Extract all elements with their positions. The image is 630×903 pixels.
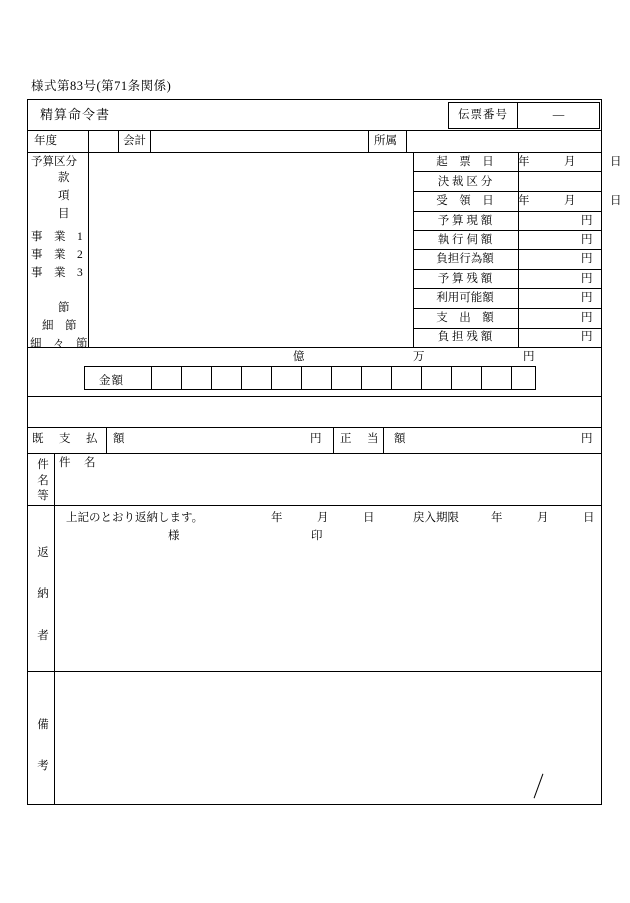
divider xyxy=(28,427,601,428)
divider xyxy=(413,308,601,309)
right-row-unit-5: 円 xyxy=(581,253,593,265)
main-frame xyxy=(27,99,622,805)
divider xyxy=(413,328,601,329)
seitou-unit: 円 xyxy=(581,433,593,445)
unit-en: 円 xyxy=(523,351,535,363)
right-row-label-5: 負担行為額 xyxy=(436,253,494,265)
henno-kigen-date: 年 月 日 xyxy=(491,512,595,524)
denpyo-label: 伝票番号 xyxy=(458,109,508,121)
unit-oku: 億 xyxy=(293,351,305,363)
divider xyxy=(28,347,601,348)
budget-header: 予算区分 xyxy=(31,156,77,168)
right-row-label-4: 執 行 伺 額 xyxy=(437,234,493,246)
kishiharai-label: 既 支 払 額 xyxy=(32,433,127,445)
henno-sama: 様 xyxy=(168,530,180,542)
henno-side-label: 返納者 xyxy=(37,547,49,642)
henno-date: 年 月 日 xyxy=(271,512,375,524)
divider xyxy=(361,367,362,389)
divider xyxy=(28,453,601,454)
kenmei-label: 件 名 xyxy=(59,457,97,469)
divider xyxy=(54,505,55,671)
kingaku-grid xyxy=(84,366,536,390)
henno-kigen-label: 戻入期限 xyxy=(413,512,459,524)
bikou-side-label: 備考 xyxy=(37,719,49,773)
budget-ko: 項 xyxy=(58,190,70,202)
document-title: 精算命令書 xyxy=(40,107,111,122)
right-row-label-2: 受 領 日 xyxy=(436,195,494,207)
budget-saisaisetsu: 細 々 節 xyxy=(30,338,88,350)
right-row-label-3: 予 算 現 額 xyxy=(437,215,493,227)
right-row-unit-3: 円 xyxy=(581,215,593,227)
henno-text: 上記のとおり返納します。 xyxy=(66,512,204,524)
divider xyxy=(150,130,151,152)
divider xyxy=(118,130,119,152)
divider xyxy=(333,427,334,453)
right-row-value-0: 年 月 日 xyxy=(518,156,622,168)
divider xyxy=(88,130,89,152)
right-row-label-6: 予 算 残 額 xyxy=(437,273,493,285)
decorative-slash xyxy=(534,774,544,799)
kenmei-side-label: 件名等 xyxy=(37,459,49,503)
right-row-label-1: 決 裁 区 分 xyxy=(437,176,493,188)
divider xyxy=(421,367,422,389)
divider xyxy=(271,367,272,389)
kaikei-label: 会計 xyxy=(123,135,146,147)
divider xyxy=(406,130,407,152)
budget-saisetsu: 細 節 xyxy=(42,320,77,332)
divider xyxy=(301,367,302,389)
divider xyxy=(54,453,55,505)
divider xyxy=(181,367,182,389)
right-row-unit-8: 円 xyxy=(581,312,593,324)
right-row-unit-4: 円 xyxy=(581,234,593,246)
divider xyxy=(151,367,152,389)
divider xyxy=(28,505,601,506)
right-row-label-0: 起 票 日 xyxy=(436,156,494,168)
right-row-value-2: 年 月 日 xyxy=(518,195,622,207)
divider xyxy=(518,152,519,347)
right-row-unit-6: 円 xyxy=(581,273,593,285)
divider xyxy=(511,367,512,389)
budget-setsu: 節 xyxy=(58,302,70,314)
divider xyxy=(28,396,601,397)
divider xyxy=(211,367,212,389)
right-row-unit-7: 円 xyxy=(581,292,593,304)
divider xyxy=(413,171,601,172)
divider xyxy=(413,230,601,231)
right-row-label-9: 負 担 残 額 xyxy=(437,331,493,343)
shozoku-label: 所属 xyxy=(374,135,397,147)
divider xyxy=(28,152,601,153)
budget-moku: 目 xyxy=(58,208,70,220)
budget-jigyo-2: 事 業 2 xyxy=(31,249,83,261)
divider xyxy=(391,367,392,389)
divider xyxy=(368,130,369,152)
seitou-label: 正 当 額 xyxy=(340,433,408,445)
divider xyxy=(331,367,332,389)
unit-man: 万 xyxy=(413,351,425,363)
budget-kan: 款 xyxy=(58,172,70,184)
divider xyxy=(413,249,601,250)
right-row-unit-9: 円 xyxy=(581,331,593,343)
kishiharai-unit: 円 xyxy=(310,433,322,445)
divider xyxy=(413,191,601,192)
divider xyxy=(413,211,601,212)
divider xyxy=(88,152,89,347)
divider xyxy=(28,671,601,672)
divider xyxy=(451,367,452,389)
divider xyxy=(54,671,55,805)
divider xyxy=(241,367,242,389)
right-row-label-7: 利用可能額 xyxy=(436,292,494,304)
kingaku-label: 金額 xyxy=(99,375,124,387)
divider xyxy=(28,130,601,131)
form-number: 様式第83号(第71条関係) xyxy=(31,79,172,93)
right-row-label-8: 支 出 額 xyxy=(436,312,494,324)
divider xyxy=(413,288,601,289)
denpyo-value: — xyxy=(552,109,565,121)
divider xyxy=(481,367,482,389)
nendo-label: 年度 xyxy=(34,135,57,147)
divider xyxy=(413,269,601,270)
henno-in: 印 xyxy=(311,530,323,542)
budget-jigyo-3: 事 業 3 xyxy=(31,267,83,279)
budget-jigyo-1: 事 業 1 xyxy=(31,231,83,243)
